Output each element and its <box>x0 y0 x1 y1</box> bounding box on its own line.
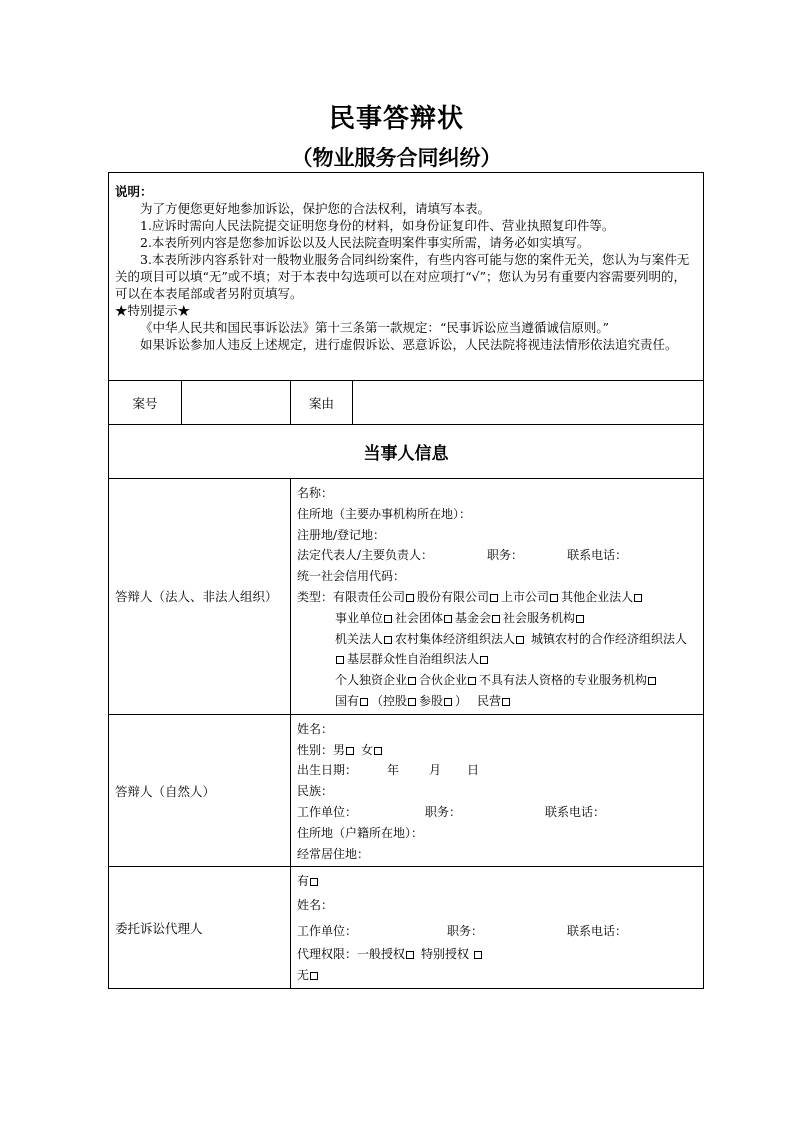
female-checkbox[interactable] <box>374 747 382 755</box>
male-label: 男 <box>333 742 346 757</box>
type-state-label: 国有 <box>335 693 360 708</box>
authority-special-checkbox[interactable] <box>474 951 482 959</box>
type-sole-checkbox[interactable] <box>408 677 416 685</box>
org-credit-line[interactable]: 统一社会信用代码： <box>297 569 406 584</box>
person-phone-label: 联系电话： <box>545 804 606 819</box>
org-type-label: 类型： <box>297 589 334 604</box>
person-respondent-label: 答辩人（自然人） <box>109 714 291 867</box>
person-domicile-line[interactable]: 住所地（户籍所在地）： <box>297 825 424 840</box>
parties-info-header: 当事人信息 <box>109 425 704 479</box>
instruction-2: 2.本表所列内容是您参加诉讼以及人民法院查明案件事实所需，请务必如实填写。 <box>140 235 590 250</box>
org-rep-label: 法定代表人/主要负责人： <box>297 548 434 563</box>
instructions-section <box>109 173 704 381</box>
org-position-label: 职务： <box>487 548 524 563</box>
type-social-label: 社会团体 <box>395 610 444 625</box>
type-public-checkbox[interactable] <box>384 615 392 623</box>
type-state-checkbox[interactable] <box>360 698 368 706</box>
document-title: 民事答辩状 <box>328 104 464 134</box>
type-coop-label: 城镇农村的合作经济组织法人 <box>531 631 688 646</box>
birth-day-label: 日 <box>467 763 480 778</box>
special-notice-law: 《中华人民共和国民事诉讼法》第十三条第一款规定：“民事诉讼应当遵循诚信原则。” <box>140 320 610 335</box>
person-position-label: 职务： <box>425 804 462 819</box>
org-respondent-label: 答辩人（法人、非法人组织） <box>109 479 291 715</box>
type-coop-checkbox[interactable] <box>336 656 344 664</box>
agent-fields[interactable] <box>291 867 704 988</box>
org-type-line-2 <box>297 608 697 629</box>
female-label: 女 <box>361 742 374 757</box>
birth-year-label: 年 <box>387 763 400 778</box>
agent-work-label: 工作单位： <box>297 924 358 939</box>
org-respondent-fields[interactable] <box>291 479 704 715</box>
person-gender-line <box>297 740 697 761</box>
document-subtitle: （物业服务合同纠纷） <box>291 146 502 170</box>
type-nonlegal-checkbox[interactable] <box>648 677 656 685</box>
type-state-share-label: 参股 <box>419 693 444 708</box>
person-respondent-fields[interactable] <box>291 714 704 867</box>
case-cause-label: 案由 <box>291 381 353 425</box>
type-jsc-checkbox[interactable] <box>490 594 498 602</box>
type-foundation-checkbox[interactable] <box>492 615 500 623</box>
type-social-checkbox[interactable] <box>444 615 452 623</box>
case-number-label: 案号 <box>109 381 182 425</box>
type-state-holding-checkbox[interactable] <box>408 698 416 706</box>
agent-position-label: 职务： <box>447 924 484 939</box>
type-state-holding-label: （控股 <box>371 693 408 708</box>
org-reg-line[interactable]: 注册地/登记地： <box>297 527 386 542</box>
type-foundation-label: 基金会 <box>455 610 492 625</box>
type-other-corp-label: 其他企业法人 <box>561 589 634 604</box>
person-name-line[interactable]: 姓名： <box>297 721 334 736</box>
agent-no-checkbox[interactable] <box>310 972 318 980</box>
defense-form-table <box>108 172 704 989</box>
type-state-share-checkbox[interactable] <box>444 698 452 706</box>
type-jsc-label: 股份有限公司 <box>417 589 490 604</box>
authority-label: 代理权限： <box>297 947 358 962</box>
special-notice-warning: 如果诉讼参加人违反上述规定，进行虚假诉讼、恶意诉讼，人民法院将视违法情形依法追究责任。 <box>140 337 678 352</box>
person-birth-line[interactable] <box>297 760 697 781</box>
type-private-label: 民营 <box>477 693 502 708</box>
authority-general-label: 一般授权 <box>357 947 406 962</box>
person-residence-line[interactable]: 经常居住地： <box>297 846 370 861</box>
agent-name-line[interactable]: 姓名： <box>297 898 334 913</box>
male-checkbox[interactable] <box>346 747 354 755</box>
type-listed-checkbox[interactable] <box>550 594 558 602</box>
type-rural-checkbox[interactable] <box>516 636 524 644</box>
authority-special-label: 特别授权 <box>421 947 470 962</box>
birth-label: 出生日期： <box>297 763 358 778</box>
case-cause-field[interactable] <box>353 381 704 425</box>
type-service-checkbox[interactable] <box>576 615 584 623</box>
type-sole-label: 个人独资企业 <box>335 673 408 688</box>
type-rural-label: 农村集体经济组织法人 <box>395 631 516 646</box>
type-grassroots-checkbox[interactable] <box>480 656 488 664</box>
special-notice-heading: ★特别提示★ <box>115 303 191 318</box>
type-public-label: 事业单位 <box>335 610 384 625</box>
agent-yes-label: 有 <box>297 874 310 889</box>
type-partner-checkbox[interactable] <box>468 677 476 685</box>
agent-work-line[interactable] <box>297 918 697 944</box>
instruction-intro: 为了方便您更好地参加诉讼，保护您的合法权利，请填写本表。 <box>140 201 491 216</box>
person-work-label: 工作单位： <box>297 804 358 819</box>
org-phone-label: 联系电话： <box>567 548 628 563</box>
instruction-3: 3.本表所涉内容系针对一般物业服务合同纠纷案件，有些内容可能与您的案件无关，您认为与案件无关的项目可以填“无”或不填；对于本表中勾选项可以在对应项打“√”；您认为另有重要内容需要列明的，可以在本表尾部或者另附页填写。 <box>115 252 690 301</box>
agent-no-line <box>297 965 697 986</box>
agent-no-label: 无 <box>297 967 310 982</box>
agent-yes-checkbox[interactable] <box>310 878 318 886</box>
type-llc-label: 有限责任公司 <box>333 589 406 604</box>
org-type-line-4 <box>297 649 697 670</box>
agent-label: 委托诉讼代理人 <box>109 867 291 988</box>
type-nonlegal-label: 不具有法人资格的专业服务机构 <box>479 673 648 688</box>
type-private-checkbox[interactable] <box>502 698 510 706</box>
org-address-line[interactable]: 住所地（主要办事机构所在地）： <box>297 506 472 521</box>
org-type-line-5 <box>297 670 697 691</box>
type-partner-label: 合伙企业 <box>419 673 468 688</box>
type-listed-label: 上市公司 <box>501 589 550 604</box>
type-organ-label: 机关法人 <box>335 631 384 646</box>
org-type-line-6 <box>297 691 697 712</box>
agent-yes-line <box>297 871 697 892</box>
org-name-line[interactable]: 名称： <box>297 486 334 500</box>
gender-label: 性别： <box>297 742 334 757</box>
agent-phone-label: 联系电话： <box>567 924 628 939</box>
person-ethnic-line[interactable]: 民族： <box>297 784 334 799</box>
org-type-line-1 <box>297 587 697 608</box>
type-state-close-paren: ） <box>455 693 468 708</box>
type-grassroots-label: 基层群众性自治组织法人 <box>347 652 480 667</box>
instructions-heading: 说明： <box>115 184 153 199</box>
org-rep-line[interactable] <box>297 545 697 566</box>
authority-general-checkbox[interactable] <box>406 951 414 959</box>
person-work-line[interactable] <box>297 802 697 823</box>
birth-month-label: 月 <box>429 763 442 778</box>
agent-authority-line <box>297 944 697 965</box>
type-organ-checkbox[interactable] <box>384 636 392 644</box>
type-service-label: 社会服务机构 <box>503 610 576 625</box>
type-llc-checkbox[interactable] <box>406 594 414 602</box>
type-other-corp-checkbox[interactable] <box>634 594 642 602</box>
instruction-1: 1.应诉时需向人民法院提交证明您身份的材料，如身份证复印件、营业执照复印件等。 <box>140 218 615 233</box>
org-type-line-3 <box>297 629 697 650</box>
case-number-field[interactable] <box>182 381 291 425</box>
